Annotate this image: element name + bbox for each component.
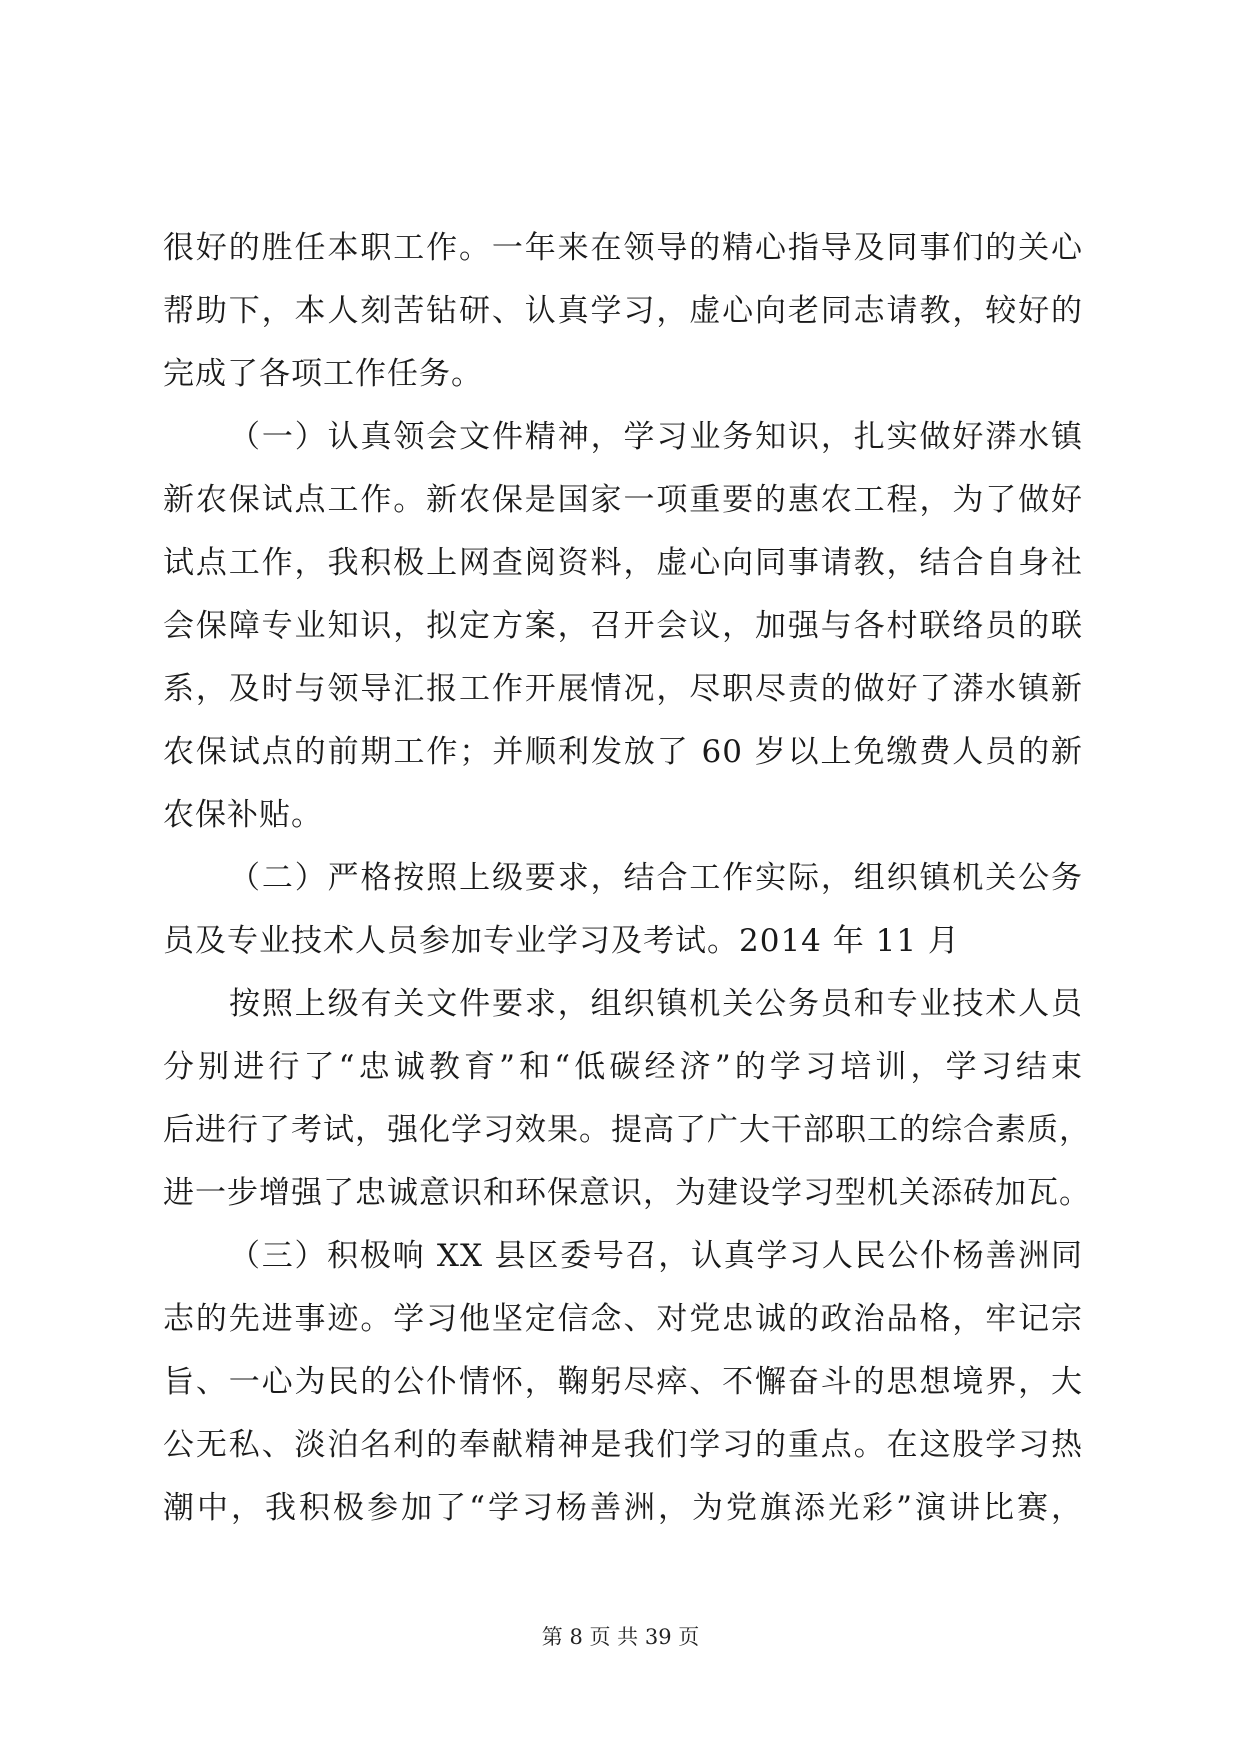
paragraph-heading-line: （一）认真领会文件精神，学习业务知识，扎实做好漭水镇 xyxy=(229,419,1083,455)
text-line: 系，及时与领导汇报工作开展情况，尽职尽责的做好了漭水镇新 xyxy=(163,671,1083,707)
text-line: 农保补贴。 xyxy=(163,797,323,833)
text-line: 很好的胜任本职工作。一年来在领导的精心指导及同事们的关心 xyxy=(163,230,1083,266)
text-line: 完成了各项工作任务。 xyxy=(163,356,483,392)
text-line: 帮助下，本人刻苦钻研、认真学习，虚心向老同志请教，较好的 xyxy=(163,293,1083,329)
text-line: 员及专业技术人员参加专业学习及考试。2014 年 11 月 xyxy=(163,923,960,959)
text-line: 潮中，我积极参加了“学习杨善洲，为党旗添光彩”演讲比赛， xyxy=(163,1490,1083,1526)
paragraph-heading-line: （三）积极响 XX 县区委号召，认真学习人民公仆杨善洲同 xyxy=(229,1238,1083,1274)
text-line: 会保障专业知识，拟定方案，召开会议，加强与各村联络员的联 xyxy=(163,608,1083,644)
text-line: 分别进行了“忠诚教育”和“低碳经济”的学习培训，学习结束 xyxy=(163,1049,1083,1085)
paragraph-heading-line: （二）严格按照上级要求，结合工作实际，组织镇机关公务 xyxy=(229,860,1083,896)
text-line: 按照上级有关文件要求，组织镇机关公务员和专业技术人员 xyxy=(229,986,1083,1022)
page-number-footer: 第 8 页 共 39 页 xyxy=(541,1625,700,1649)
text-line: 试点工作，我积极上网查阅资料，虚心向同事请教，结合自身社 xyxy=(163,545,1083,581)
text-line: 农保试点的前期工作；并顺利发放了 60 岁以上免缴费人员的新 xyxy=(163,734,1083,770)
text-line: 公无私、淡泊名利的奉献精神是我们学习的重点。在这股学习热 xyxy=(163,1427,1083,1463)
text-line: 后进行了考试，强化学习效果。提高了广大干部职工的综合素质， xyxy=(163,1112,1091,1148)
text-line: 新农保试点工作。新农保是国家一项重要的惠农工程，为了做好 xyxy=(163,482,1083,518)
text-line: 进一步增强了忠诚意识和环保意识，为建设学习型机关添砖加瓦。 xyxy=(163,1175,1091,1211)
text-line: 志的先进事迹。学习他坚定信念、对党忠诚的政治品格，牢记宗 xyxy=(163,1301,1083,1337)
text-line: 旨、一心为民的公仆情怀，鞠躬尽瘁、不懈奋斗的思想境界，大 xyxy=(163,1364,1083,1400)
